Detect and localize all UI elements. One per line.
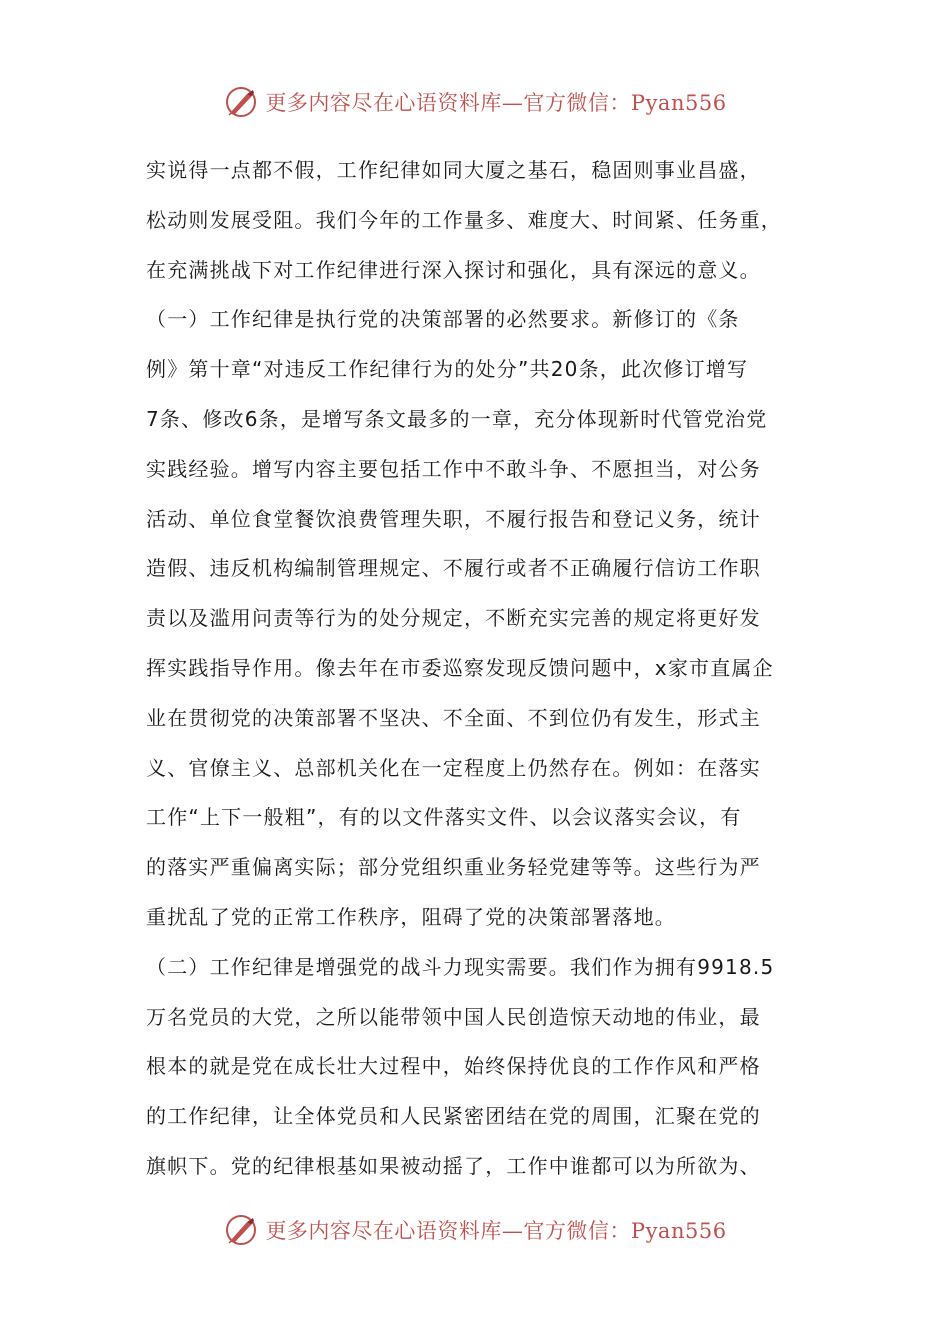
body-line: 实说得一点都不假，工作纪律如同大厦之基石，稳固则事业昌盛，	[146, 158, 761, 182]
body-line: 松动则发展受阻。我们今年的工作量多、难度大、时间紧、任务重，	[146, 207, 782, 232]
body-line: 的落实严重偏离实际；部分党组织重业务轻党建等等。这些行为严	[146, 855, 761, 880]
body-line: 挥实践指导作用。像去年在市委巡察发现反馈问题中，x家市直属企	[146, 655, 774, 680]
header-banner-text: 更多内容尽在心语资料库—官方微信：Pyan556	[265, 91, 727, 115]
document-body	[146, 146, 818, 1192]
footer-banner-text: 更多内容尽在心语资料库—官方微信：Pyan556	[265, 1219, 727, 1243]
body-line: 工作“上下一般粗”，有的以文件落实文件、以会议落实会议，有	[146, 805, 742, 830]
body-line: 例》第十章“对违反工作纪律行为的处分”共20条，此次修订增写	[146, 357, 749, 382]
body-line: 造假、违反机构编制管理规定、不履行或者不正确履行信访工作职	[146, 556, 761, 581]
body-line: 业在贯彻党的决策部署不坚决、不全面、不到位仍有发生，形式主	[146, 705, 761, 730]
pen-logo-icon	[223, 1212, 259, 1248]
body-line: 活动、单位食堂餐饮浪费管理失职，不履行报告和登记义务，统计	[146, 506, 761, 531]
footer-banner	[0, 1208, 950, 1252]
body-line: （一）工作纪律是执行党的决策部署的必然要求。新修订的《条	[146, 307, 740, 332]
pen-logo-icon	[223, 84, 259, 120]
body-line: 重扰乱了党的正常工作秩序，阻碍了党的决策部署落地。	[146, 904, 676, 929]
body-line: 的工作纪律，让全体党员和人民紧密团结在党的周围，汇聚在党的	[146, 1104, 761, 1129]
body-line: 旗帜下。党的纪律根基如果被动摇了，工作中谁都可以为所欲为、	[146, 1153, 761, 1178]
body-line: （二）工作纪律是增强党的战斗力现实需要。我们作为拥有9918.5	[146, 954, 775, 979]
body-line: 根本的就是党在成长壮大过程中，始终保持优良的工作作风和严格	[146, 1054, 761, 1079]
body-line: 实践经验。增写内容主要包括工作中不敢斗争、不愿担当，对公务	[146, 456, 761, 481]
body-line: 万名党员的大党，之所以能带领中国人民创造惊天动地的伟业，最	[146, 1004, 761, 1029]
header-banner	[0, 80, 950, 124]
body-line: 在充满挑战下对工作纪律进行深入探讨和强化，具有深远的意义。	[146, 257, 761, 282]
body-line: 7条、修改6条，是增写条文最多的一章，充分体现新时代管党治党	[146, 406, 768, 431]
body-line: 义、官僚主义、总部机关化在一定程度上仍然存在。例如：在落实	[146, 755, 761, 780]
body-line: 责以及滥用问责等行为的处分规定，不断充实完善的规定将更好发	[146, 606, 761, 631]
